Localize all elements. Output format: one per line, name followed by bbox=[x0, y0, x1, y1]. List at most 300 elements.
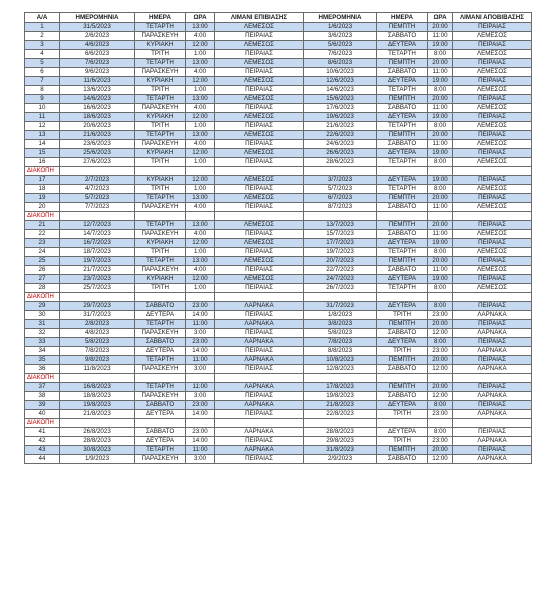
header-embarkation-port: ΛΙΜΑΝΙ ΕΠΙΒΙΑΣΗΣ bbox=[215, 13, 304, 23]
cell-departure-date: 2/6/2023 bbox=[60, 32, 135, 41]
cell-departure-day: ΤΡΙΤΗ bbox=[135, 158, 186, 167]
cell-departure-time: 23:00 bbox=[186, 428, 215, 437]
cell-index: 12 bbox=[25, 122, 60, 131]
cell-departure-date: 21/7/2023 bbox=[60, 266, 135, 275]
cell-arrival-day: ΔΕΥΤΕΡΑ bbox=[377, 428, 428, 437]
cell-departure-day: ΚΥΡΙΑΚΗ bbox=[135, 149, 186, 158]
cell-departure-date: 13/6/2023 bbox=[60, 86, 135, 95]
cell-disembarkation-port: ΛΕΜΕΣΟΣ bbox=[453, 185, 532, 194]
cell-embarkation-port: ΠΕΙΡΑΙΑΣ bbox=[215, 50, 304, 59]
cell-departure-date: 16/6/2023 bbox=[60, 104, 135, 113]
cell-arrival-day: ΠΕΜΠΤΗ bbox=[377, 194, 428, 203]
cell-departure-date: 4/8/2023 bbox=[60, 329, 135, 338]
cell-index: 13 bbox=[25, 131, 60, 140]
cell-arrival-date: 2/9/2023 bbox=[304, 455, 377, 464]
table-row bbox=[25, 302, 532, 311]
cell-index: 41 bbox=[25, 428, 60, 437]
cell-departure-day: ΔΕΥΤΕΡΑ bbox=[135, 437, 186, 446]
cell-embarkation-port: ΠΕΙΡΑΙΑΣ bbox=[215, 140, 304, 149]
table-row bbox=[25, 77, 532, 86]
cell-disembarkation-port: ΛΑΡΝΑΚΑ bbox=[453, 410, 532, 419]
cell-departure-day: ΣΑΒΒΑΤΟ bbox=[135, 428, 186, 437]
cell-departure-day: ΠΑΡΑΣΚΕΥΗ bbox=[135, 455, 186, 464]
cell-arrival-day: ΠΕΜΠΤΗ bbox=[377, 59, 428, 68]
cell-embarkation-port: ΛΕΜΕΣΟΣ bbox=[215, 149, 304, 158]
cell-embarkation-port: ΠΕΙΡΑΙΑΣ bbox=[215, 347, 304, 356]
cell-arrival-date: 13/7/2023 bbox=[304, 221, 377, 230]
service-break-empty-cell bbox=[135, 293, 186, 302]
cell-departure-time: 12:00 bbox=[186, 176, 215, 185]
cell-arrival-day: ΠΕΜΠΤΗ bbox=[377, 95, 428, 104]
service-break-empty-cell bbox=[453, 293, 532, 302]
cell-departure-date: 21/8/2023 bbox=[60, 410, 135, 419]
cell-departure-date: 7/6/2023 bbox=[60, 59, 135, 68]
table-row bbox=[25, 131, 532, 140]
service-break-row bbox=[25, 167, 532, 176]
cell-arrival-day: ΣΑΒΒΑΤΟ bbox=[377, 32, 428, 41]
table-row bbox=[25, 140, 532, 149]
cell-departure-time: 12:00 bbox=[186, 149, 215, 158]
cell-embarkation-port: ΛΑΡΝΑΚΑ bbox=[215, 302, 304, 311]
cell-embarkation-port: ΠΕΙΡΑΙΑΣ bbox=[215, 32, 304, 41]
cell-arrival-date: 29/8/2023 bbox=[304, 437, 377, 446]
service-break-empty-cell bbox=[377, 419, 428, 428]
cell-embarkation-port: ΛΕΜΕΣΟΣ bbox=[215, 194, 304, 203]
cell-departure-day: ΔΕΥΤΕΡΑ bbox=[135, 347, 186, 356]
cell-departure-date: 5/7/2023 bbox=[60, 194, 135, 203]
service-break-empty-cell bbox=[135, 212, 186, 221]
cell-disembarkation-port: ΠΕΙΡΑΙΑΣ bbox=[453, 149, 532, 158]
cell-arrival-time: 20:00 bbox=[428, 356, 453, 365]
cell-disembarkation-port: ΛΕΜΕΣΟΣ bbox=[453, 203, 532, 212]
cell-arrival-date: 21/8/2023 bbox=[304, 401, 377, 410]
table-row bbox=[25, 338, 532, 347]
cell-index: 33 bbox=[25, 338, 60, 347]
cell-index: 8 bbox=[25, 86, 60, 95]
cell-arrival-day: ΣΑΒΒΑΤΟ bbox=[377, 455, 428, 464]
cell-arrival-date: 22/7/2023 bbox=[304, 266, 377, 275]
cell-arrival-day: ΠΕΜΠΤΗ bbox=[377, 257, 428, 266]
service-break-empty-cell bbox=[428, 419, 453, 428]
cell-arrival-day: ΠΕΜΠΤΗ bbox=[377, 221, 428, 230]
cell-arrival-time: 23:00 bbox=[428, 410, 453, 419]
cell-departure-time: 4:00 bbox=[186, 203, 215, 212]
cell-disembarkation-port: ΠΕΙΡΑΙΑΣ bbox=[453, 428, 532, 437]
cell-disembarkation-port: ΛΑΡΝΑΚΑ bbox=[453, 437, 532, 446]
cell-departure-day: ΤΡΙΤΗ bbox=[135, 185, 186, 194]
table-row bbox=[25, 356, 532, 365]
cell-arrival-day: ΣΑΒΒΑΤΟ bbox=[377, 230, 428, 239]
table-row bbox=[25, 365, 532, 374]
cell-arrival-time: 19:00 bbox=[428, 113, 453, 122]
cell-departure-day: ΤΕΤΑΡΤΗ bbox=[135, 23, 186, 32]
cell-embarkation-port: ΠΕΙΡΑΙΑΣ bbox=[215, 104, 304, 113]
cell-departure-time: 13:00 bbox=[186, 221, 215, 230]
service-break-empty-cell bbox=[215, 374, 304, 383]
cell-departure-time: 23:00 bbox=[186, 401, 215, 410]
cell-disembarkation-port: ΠΕΙΡΑΙΑΣ bbox=[453, 302, 532, 311]
cell-arrival-time: 11:00 bbox=[428, 230, 453, 239]
cell-arrival-time: 8:00 bbox=[428, 302, 453, 311]
cell-departure-time: 3:00 bbox=[186, 392, 215, 401]
cell-arrival-time: 11:00 bbox=[428, 266, 453, 275]
table-row bbox=[25, 266, 532, 275]
cell-disembarkation-port: ΛΕΜΕΣΟΣ bbox=[453, 140, 532, 149]
cell-index: 30 bbox=[25, 311, 60, 320]
cell-arrival-day: ΤΡΙΤΗ bbox=[377, 410, 428, 419]
cell-index: 29 bbox=[25, 302, 60, 311]
cell-arrival-date: 5/8/2023 bbox=[304, 329, 377, 338]
cell-departure-day: ΤΕΤΑΡΤΗ bbox=[135, 59, 186, 68]
cell-departure-date: 12/7/2023 bbox=[60, 221, 135, 230]
cell-arrival-day: ΤΕΤΑΡΤΗ bbox=[377, 248, 428, 257]
cell-departure-time: 4:00 bbox=[186, 68, 215, 77]
cell-index: 35 bbox=[25, 356, 60, 365]
cell-departure-time: 3:00 bbox=[186, 365, 215, 374]
service-break-label: ΔΙΑΚΟΠΗ bbox=[25, 167, 60, 176]
cell-departure-day: ΤΕΤΑΡΤΗ bbox=[135, 95, 186, 104]
service-break-empty-cell bbox=[60, 374, 135, 383]
cell-departure-time: 4:00 bbox=[186, 230, 215, 239]
service-break-empty-cell bbox=[215, 293, 304, 302]
service-break-empty-cell bbox=[186, 419, 215, 428]
table-row bbox=[25, 176, 532, 185]
table-row bbox=[25, 383, 532, 392]
service-break-empty-cell bbox=[304, 419, 377, 428]
cell-index: 11 bbox=[25, 113, 60, 122]
service-break-empty-cell bbox=[186, 167, 215, 176]
cell-embarkation-port: ΛΕΜΕΣΟΣ bbox=[215, 23, 304, 32]
cell-embarkation-port: ΠΕΙΡΑΙΑΣ bbox=[215, 437, 304, 446]
cell-departure-day: ΠΑΡΑΣΚΕΥΗ bbox=[135, 230, 186, 239]
cell-arrival-time: 23:00 bbox=[428, 437, 453, 446]
cell-departure-date: 4/6/2023 bbox=[60, 41, 135, 50]
cell-departure-day: ΠΑΡΑΣΚΕΥΗ bbox=[135, 104, 186, 113]
cell-arrival-time: 8:00 bbox=[428, 401, 453, 410]
cell-departure-day: ΠΑΡΑΣΚΕΥΗ bbox=[135, 392, 186, 401]
cell-arrival-day: ΤΡΙΤΗ bbox=[377, 347, 428, 356]
cell-index: 40 bbox=[25, 410, 60, 419]
cell-index: 23 bbox=[25, 239, 60, 248]
cell-index: 26 bbox=[25, 266, 60, 275]
service-break-empty-cell bbox=[377, 167, 428, 176]
cell-departure-time: 23:00 bbox=[186, 302, 215, 311]
cell-arrival-time: 20:00 bbox=[428, 257, 453, 266]
table-row bbox=[25, 230, 532, 239]
cell-arrival-time: 8:00 bbox=[428, 428, 453, 437]
service-break-empty-cell bbox=[60, 167, 135, 176]
cell-disembarkation-port: ΛΕΜΕΣΟΣ bbox=[453, 104, 532, 113]
cell-index: 6 bbox=[25, 68, 60, 77]
cell-departure-time: 12:00 bbox=[186, 113, 215, 122]
cell-departure-day: ΤΕΤΑΡΤΗ bbox=[135, 383, 186, 392]
cell-disembarkation-port: ΛΕΜΕΣΟΣ bbox=[453, 50, 532, 59]
service-break-empty-cell bbox=[215, 167, 304, 176]
cell-arrival-time: 19:00 bbox=[428, 149, 453, 158]
cell-disembarkation-port: ΛΑΡΝΑΚΑ bbox=[453, 455, 532, 464]
cell-index: 2 bbox=[25, 32, 60, 41]
table-row bbox=[25, 113, 532, 122]
service-break-empty-cell bbox=[135, 374, 186, 383]
cell-disembarkation-port: ΠΕΙΡΑΙΑΣ bbox=[453, 113, 532, 122]
cell-departure-time: 4:00 bbox=[186, 266, 215, 275]
header-departure-date: ΗΜΕΡΟΜΗΝΙΑ bbox=[60, 13, 135, 23]
cell-departure-date: 18/6/2023 bbox=[60, 113, 135, 122]
cell-departure-time: 13:00 bbox=[186, 95, 215, 104]
cell-departure-day: ΤΕΤΑΡΤΗ bbox=[135, 320, 186, 329]
cell-disembarkation-port: ΠΕΙΡΑΙΑΣ bbox=[453, 401, 532, 410]
cell-arrival-time: 23:00 bbox=[428, 311, 453, 320]
table-row bbox=[25, 86, 532, 95]
cell-arrival-day: ΣΑΒΒΑΤΟ bbox=[377, 329, 428, 338]
cell-arrival-day: ΤΡΙΤΗ bbox=[377, 437, 428, 446]
table-row bbox=[25, 401, 532, 410]
cell-index: 7 bbox=[25, 77, 60, 86]
cell-arrival-time: 11:00 bbox=[428, 32, 453, 41]
cell-disembarkation-port: ΠΕΙΡΑΙΑΣ bbox=[453, 446, 532, 455]
cell-index: 3 bbox=[25, 41, 60, 50]
cell-embarkation-port: ΠΕΙΡΑΙΑΣ bbox=[215, 203, 304, 212]
cell-arrival-time: 8:00 bbox=[428, 50, 453, 59]
cell-departure-day: ΤΡΙΤΗ bbox=[135, 284, 186, 293]
cell-departure-date: 26/8/2023 bbox=[60, 428, 135, 437]
cell-disembarkation-port: ΛΕΜΕΣΟΣ bbox=[453, 230, 532, 239]
cell-departure-date: 9/6/2023 bbox=[60, 68, 135, 77]
cell-arrival-date: 19/6/2023 bbox=[304, 113, 377, 122]
cell-embarkation-port: ΛΑΡΝΑΚΑ bbox=[215, 428, 304, 437]
cell-embarkation-port: ΠΕΙΡΑΙΑΣ bbox=[215, 266, 304, 275]
cell-arrival-time: 8:00 bbox=[428, 122, 453, 131]
cell-index: 38 bbox=[25, 392, 60, 401]
cell-index: 1 bbox=[25, 23, 60, 32]
cell-departure-date: 11/6/2023 bbox=[60, 77, 135, 86]
cell-departure-day: ΚΥΡΙΑΚΗ bbox=[135, 239, 186, 248]
cell-arrival-time: 12:00 bbox=[428, 455, 453, 464]
cell-arrival-date: 8/8/2023 bbox=[304, 347, 377, 356]
cell-embarkation-port: ΠΕΙΡΑΙΑΣ bbox=[215, 365, 304, 374]
cell-arrival-date: 14/6/2023 bbox=[304, 86, 377, 95]
header-arrival-time: ΩΡΑ bbox=[428, 13, 453, 23]
table-row bbox=[25, 410, 532, 419]
cell-arrival-date: 26/6/2023 bbox=[304, 149, 377, 158]
service-break-empty-cell bbox=[60, 212, 135, 221]
header-arrival-day: ΗΜΕΡΑ bbox=[377, 13, 428, 23]
cell-arrival-date: 10/8/2023 bbox=[304, 356, 377, 365]
cell-index: 44 bbox=[25, 455, 60, 464]
cell-arrival-date: 17/6/2023 bbox=[304, 104, 377, 113]
cell-arrival-date: 17/8/2023 bbox=[304, 383, 377, 392]
cell-index: 14 bbox=[25, 140, 60, 149]
cell-embarkation-port: ΠΕΙΡΑΙΑΣ bbox=[215, 392, 304, 401]
cell-disembarkation-port: ΠΕΙΡΑΙΑΣ bbox=[453, 356, 532, 365]
cell-arrival-date: 28/6/2023 bbox=[304, 158, 377, 167]
cell-departure-date: 14/7/2023 bbox=[60, 230, 135, 239]
cell-index: 36 bbox=[25, 365, 60, 374]
cell-embarkation-port: ΛΕΜΕΣΟΣ bbox=[215, 59, 304, 68]
cell-departure-date: 27/6/2023 bbox=[60, 158, 135, 167]
service-break-empty-cell bbox=[377, 293, 428, 302]
cell-departure-day: ΔΕΥΤΕΡΑ bbox=[135, 410, 186, 419]
cell-arrival-day: ΣΑΒΒΑΤΟ bbox=[377, 392, 428, 401]
cell-arrival-time: 20:00 bbox=[428, 23, 453, 32]
cell-departure-day: ΠΑΡΑΣΚΕΥΗ bbox=[135, 203, 186, 212]
cell-embarkation-port: ΛΑΡΝΑΚΑ bbox=[215, 338, 304, 347]
cell-departure-time: 1:00 bbox=[186, 158, 215, 167]
cell-disembarkation-port: ΛΕΜΕΣΟΣ bbox=[453, 266, 532, 275]
cell-embarkation-port: ΠΕΙΡΑΙΑΣ bbox=[215, 86, 304, 95]
cell-disembarkation-port: ΠΕΙΡΑΙΑΣ bbox=[453, 131, 532, 140]
table-row bbox=[25, 59, 532, 68]
cell-departure-date: 20/6/2023 bbox=[60, 122, 135, 131]
cell-embarkation-port: ΛΕΜΕΣΟΣ bbox=[215, 221, 304, 230]
cell-disembarkation-port: ΠΕΙΡΑΙΑΣ bbox=[453, 320, 532, 329]
cell-departure-day: ΚΥΡΙΑΚΗ bbox=[135, 275, 186, 284]
cell-departure-time: 1:00 bbox=[186, 122, 215, 131]
service-break-empty-cell bbox=[304, 293, 377, 302]
cell-disembarkation-port: ΛΑΡΝΑΚΑ bbox=[453, 329, 532, 338]
cell-embarkation-port: ΛΑΡΝΑΚΑ bbox=[215, 383, 304, 392]
table-row bbox=[25, 122, 532, 131]
service-break-empty-cell bbox=[377, 374, 428, 383]
cell-departure-day: ΚΥΡΙΑΚΗ bbox=[135, 41, 186, 50]
cell-index: 31 bbox=[25, 320, 60, 329]
cell-arrival-day: ΤΡΙΤΗ bbox=[377, 311, 428, 320]
table-row bbox=[25, 185, 532, 194]
service-break-label: ΔΙΑΚΟΠΗ bbox=[25, 374, 60, 383]
cell-departure-day: ΤΕΤΑΡΤΗ bbox=[135, 446, 186, 455]
cell-departure-day: ΤΕΤΑΡΤΗ bbox=[135, 356, 186, 365]
header-arrival-date: ΗΜΕΡΟΜΗΝΙΑ bbox=[304, 13, 377, 23]
cell-arrival-day: ΤΕΤΑΡΤΗ bbox=[377, 122, 428, 131]
cell-disembarkation-port: ΛΕΜΕΣΟΣ bbox=[453, 158, 532, 167]
cell-departure-day: ΠΑΡΑΣΚΕΥΗ bbox=[135, 68, 186, 77]
cell-arrival-day: ΤΕΤΑΡΤΗ bbox=[377, 158, 428, 167]
cell-departure-time: 14:00 bbox=[186, 347, 215, 356]
cell-disembarkation-port: ΠΕΙΡΑΙΑΣ bbox=[453, 239, 532, 248]
cell-disembarkation-port: ΛΑΡΝΑΚΑ bbox=[453, 392, 532, 401]
cell-arrival-date: 7/6/2023 bbox=[304, 50, 377, 59]
header-index: Α/Α bbox=[25, 13, 60, 23]
table-row bbox=[25, 149, 532, 158]
table-row bbox=[25, 347, 532, 356]
cell-embarkation-port: ΠΕΙΡΑΙΑΣ bbox=[215, 410, 304, 419]
cell-disembarkation-port: ΠΕΙΡΑΙΑΣ bbox=[453, 176, 532, 185]
cell-disembarkation-port: ΛΕΜΕΣΟΣ bbox=[453, 284, 532, 293]
cell-departure-day: ΤΕΤΑΡΤΗ bbox=[135, 221, 186, 230]
table-row bbox=[25, 23, 532, 32]
service-break-empty-cell bbox=[60, 419, 135, 428]
cell-departure-time: 1:00 bbox=[186, 185, 215, 194]
table-row bbox=[25, 311, 532, 320]
cell-arrival-day: ΣΑΒΒΑΤΟ bbox=[377, 266, 428, 275]
cell-departure-day: ΠΑΡΑΣΚΕΥΗ bbox=[135, 365, 186, 374]
table-row bbox=[25, 203, 532, 212]
cell-embarkation-port: ΠΕΙΡΑΙΑΣ bbox=[215, 248, 304, 257]
cell-departure-time: 12:00 bbox=[186, 239, 215, 248]
cell-embarkation-port: ΠΕΙΡΑΙΑΣ bbox=[215, 185, 304, 194]
cell-departure-time: 14:00 bbox=[186, 437, 215, 446]
cell-departure-day: ΣΑΒΒΑΤΟ bbox=[135, 338, 186, 347]
cell-arrival-date: 5/6/2023 bbox=[304, 41, 377, 50]
schedule-sheet bbox=[24, 12, 532, 464]
cell-arrival-time: 8:00 bbox=[428, 158, 453, 167]
cell-embarkation-port: ΛΕΜΕΣΟΣ bbox=[215, 113, 304, 122]
cell-index: 5 bbox=[25, 59, 60, 68]
cell-arrival-time: 8:00 bbox=[428, 284, 453, 293]
cell-index: 42 bbox=[25, 437, 60, 446]
cell-departure-date: 25/6/2023 bbox=[60, 149, 135, 158]
table-row bbox=[25, 221, 532, 230]
cell-arrival-date: 19/7/2023 bbox=[304, 248, 377, 257]
cell-departure-time: 11:00 bbox=[186, 356, 215, 365]
cell-arrival-time: 19:00 bbox=[428, 41, 453, 50]
cell-disembarkation-port: ΠΕΙΡΑΙΑΣ bbox=[453, 23, 532, 32]
cell-index: 10 bbox=[25, 104, 60, 113]
cell-arrival-date: 24/6/2023 bbox=[304, 140, 377, 149]
cell-departure-day: ΠΑΡΑΣΚΕΥΗ bbox=[135, 32, 186, 41]
service-break-empty-cell bbox=[453, 212, 532, 221]
cell-departure-day: ΣΑΒΒΑΤΟ bbox=[135, 302, 186, 311]
cell-arrival-date: 31/7/2023 bbox=[304, 302, 377, 311]
service-break-empty-cell bbox=[428, 212, 453, 221]
cell-arrival-date: 8/7/2023 bbox=[304, 203, 377, 212]
table-row bbox=[25, 275, 532, 284]
cell-departure-date: 18/7/2023 bbox=[60, 248, 135, 257]
service-break-empty-cell bbox=[377, 212, 428, 221]
service-break-empty-cell bbox=[304, 167, 377, 176]
cell-embarkation-port: ΛΑΡΝΑΚΑ bbox=[215, 446, 304, 455]
cell-departure-date: 5/8/2023 bbox=[60, 338, 135, 347]
cell-departure-date: 25/7/2023 bbox=[60, 284, 135, 293]
cell-departure-time: 13:00 bbox=[186, 257, 215, 266]
cell-disembarkation-port: ΛΕΜΕΣΟΣ bbox=[453, 86, 532, 95]
cell-departure-time: 4:00 bbox=[186, 32, 215, 41]
cell-departure-date: 30/8/2023 bbox=[60, 446, 135, 455]
table-row bbox=[25, 329, 532, 338]
cell-departure-day: ΠΑΡΑΣΚΕΥΗ bbox=[135, 329, 186, 338]
cell-arrival-time: 20:00 bbox=[428, 194, 453, 203]
service-break-label: ΔΙΑΚΟΠΗ bbox=[25, 212, 60, 221]
cell-departure-day: ΚΥΡΙΑΚΗ bbox=[135, 77, 186, 86]
service-break-empty-cell bbox=[453, 374, 532, 383]
table-row bbox=[25, 41, 532, 50]
cell-arrival-time: 11:00 bbox=[428, 140, 453, 149]
cell-arrival-day: ΣΑΒΒΑΤΟ bbox=[377, 203, 428, 212]
cell-arrival-day: ΔΕΥΤΕΡΑ bbox=[377, 77, 428, 86]
cell-arrival-date: 15/6/2023 bbox=[304, 95, 377, 104]
cell-departure-day: ΚΥΡΙΑΚΗ bbox=[135, 113, 186, 122]
cell-arrival-time: 8:00 bbox=[428, 338, 453, 347]
service-break-empty-cell bbox=[215, 212, 304, 221]
cell-arrival-time: 8:00 bbox=[428, 86, 453, 95]
cell-arrival-day: ΔΕΥΤΕΡΑ bbox=[377, 401, 428, 410]
service-break-row bbox=[25, 212, 532, 221]
cell-departure-day: ΤΡΙΤΗ bbox=[135, 122, 186, 131]
cell-arrival-date: 19/8/2023 bbox=[304, 392, 377, 401]
cell-arrival-time: 20:00 bbox=[428, 131, 453, 140]
cell-arrival-day: ΣΑΒΒΑΤΟ bbox=[377, 104, 428, 113]
cell-embarkation-port: ΛΕΜΕΣΟΣ bbox=[215, 275, 304, 284]
service-break-empty-cell bbox=[186, 212, 215, 221]
cell-disembarkation-port: ΛΑΡΝΑΚΑ bbox=[453, 365, 532, 374]
table-row bbox=[25, 194, 532, 203]
cell-arrival-date: 24/7/2023 bbox=[304, 275, 377, 284]
cell-arrival-date: 17/7/2023 bbox=[304, 239, 377, 248]
cell-departure-date: 14/6/2023 bbox=[60, 95, 135, 104]
cell-departure-time: 11:00 bbox=[186, 383, 215, 392]
cell-embarkation-port: ΛΑΡΝΑΚΑ bbox=[215, 401, 304, 410]
cell-arrival-time: 20:00 bbox=[428, 320, 453, 329]
